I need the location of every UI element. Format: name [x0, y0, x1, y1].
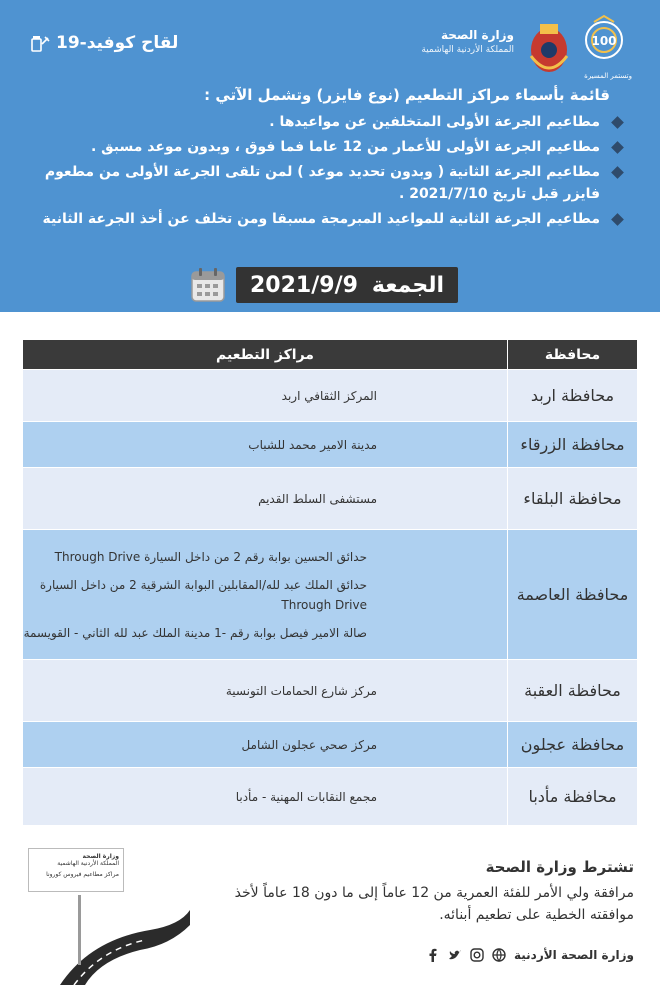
social-bar — [426, 948, 634, 962]
ministry-logo-block — [372, 14, 632, 80]
date-box — [236, 267, 458, 303]
col-centers-header: مراكز التطعيم — [23, 340, 508, 370]
ministry-name: وزارة الصحة — [440, 28, 514, 42]
criteria-item: مطاعيم الجرعة الثانية للمواعيد المبرمجة مسبقا ومن تخلف عن أخذ الجرعة الثانية — [32, 208, 622, 230]
governorate-cell: محافظة اربد — [508, 370, 638, 422]
criteria-item: مطاعيم الجرعة الأولى للأعمار من 12 عاما فما فوق ، وبدون موعد مسبق . — [32, 136, 622, 158]
date-banner — [190, 264, 458, 306]
instagram-icon[interactable] — [470, 948, 484, 962]
center-cell: مركز صحي عجلون الشامل — [23, 722, 508, 768]
col-governorate-header: محافظة — [508, 340, 638, 370]
globe-icon[interactable] — [492, 948, 506, 962]
kingdom-name: المملكة الأردنية الهاشمية — [421, 45, 514, 55]
vaccine-vial-icon — [28, 32, 50, 54]
sign-line: مراكز مطاعيم فيروس كورونا — [46, 871, 119, 878]
twitter-icon[interactable] — [448, 948, 462, 962]
covid-vaccine-label — [28, 32, 178, 54]
centennial-logo-icon — [576, 14, 632, 80]
governorate-cell: محافظة العاصمة — [508, 530, 638, 660]
vaccination-centers-table — [22, 339, 638, 826]
table-row — [23, 660, 638, 722]
criteria-item: مطاعيم الجرعة الأولى المتخلفين عن مواعيدها . — [32, 111, 622, 133]
diamond-bullet-icon — [611, 116, 624, 129]
center-line: صالة الامير فيصل بوابة رقم -1 مدينة الملك عبد لله الثاني - القويسمة — [23, 625, 367, 640]
svg-text:100: 100 — [591, 34, 617, 48]
governorate-cell: محافظة البلقاء — [508, 468, 638, 530]
criteria-item: مطاعيم الجرعة الثانية ( وبدون تحديد موعد ) لمن تلقى الجرعة الأولى من مطعوم فايزر قبل تاريخ 2021/7/10 . — [32, 161, 622, 205]
social-label: وزارة الصحة الأردنية — [514, 948, 634, 962]
center-line: حدائق الملك عبد لله/المقابلين البوابة الشرقية 2 من داخل السيارة Through Drive — [39, 577, 367, 612]
date-value: 2021/9/9 — [250, 272, 358, 298]
table-row — [23, 468, 638, 530]
ministry-sign — [28, 848, 124, 892]
date-day: الجمعة — [371, 272, 445, 298]
table-row — [23, 722, 638, 768]
center-line: حدائق الحسين بوابة رقم 2 من داخل السيارة Through Drive — [54, 549, 367, 564]
list-headline: قائمة بأسماء مراكز التطعيم (نوع فايزر) وتشمل الآتي : — [204, 86, 610, 104]
center-cell: مجمع النقابات المهنية - مأدبا — [23, 768, 508, 826]
governorate-cell: محافظة الزرقاء — [508, 422, 638, 468]
table-row — [23, 370, 638, 422]
footer-notice — [234, 858, 634, 926]
center-cell: مستشفى السلط القديم — [23, 468, 508, 530]
table-header-row — [23, 340, 638, 370]
footer-body: مرافقة ولي الأمر للفئة العمرية من 12 عاماً إلى ما دون 18 عاماً لأخذ موافقته الخطية على تطعيم أبنائه. — [234, 885, 634, 923]
diamond-bullet-icon — [611, 141, 624, 154]
footer-title: تشترط وزارة الصحة — [485, 858, 634, 876]
governorate-cell: محافظة مأدبا — [508, 768, 638, 826]
center-cell: مدينة الامير محمد للشباب — [23, 422, 508, 468]
criteria-list — [32, 111, 622, 233]
ministry-names — [421, 28, 514, 55]
sign-line: وزارة الصحة — [82, 853, 119, 860]
table-row — [23, 768, 638, 826]
diamond-bullet-icon — [611, 213, 624, 226]
center-cell: مركز شارع الحمامات التونسية — [23, 660, 508, 722]
governorate-cell: محافظة العقبة — [508, 660, 638, 722]
sign-line: المملكة الأردنية الهاشمية — [57, 860, 119, 867]
tagline: وتستمر المسيرة — [584, 72, 632, 80]
kingdom-crest-icon — [524, 16, 574, 78]
diamond-bullet-icon — [611, 166, 624, 179]
facebook-icon[interactable] — [426, 948, 440, 962]
covid-label-text: لقاح كوفيد-19 — [56, 33, 179, 53]
center-cell: المركز الثقافي اربد — [23, 370, 508, 422]
header-banner — [0, 0, 660, 312]
center-cell — [23, 530, 508, 660]
governorate-cell: محافظة عجلون — [508, 722, 638, 768]
table-row — [23, 422, 638, 468]
calendar-icon — [190, 267, 226, 303]
table-row — [23, 530, 638, 660]
